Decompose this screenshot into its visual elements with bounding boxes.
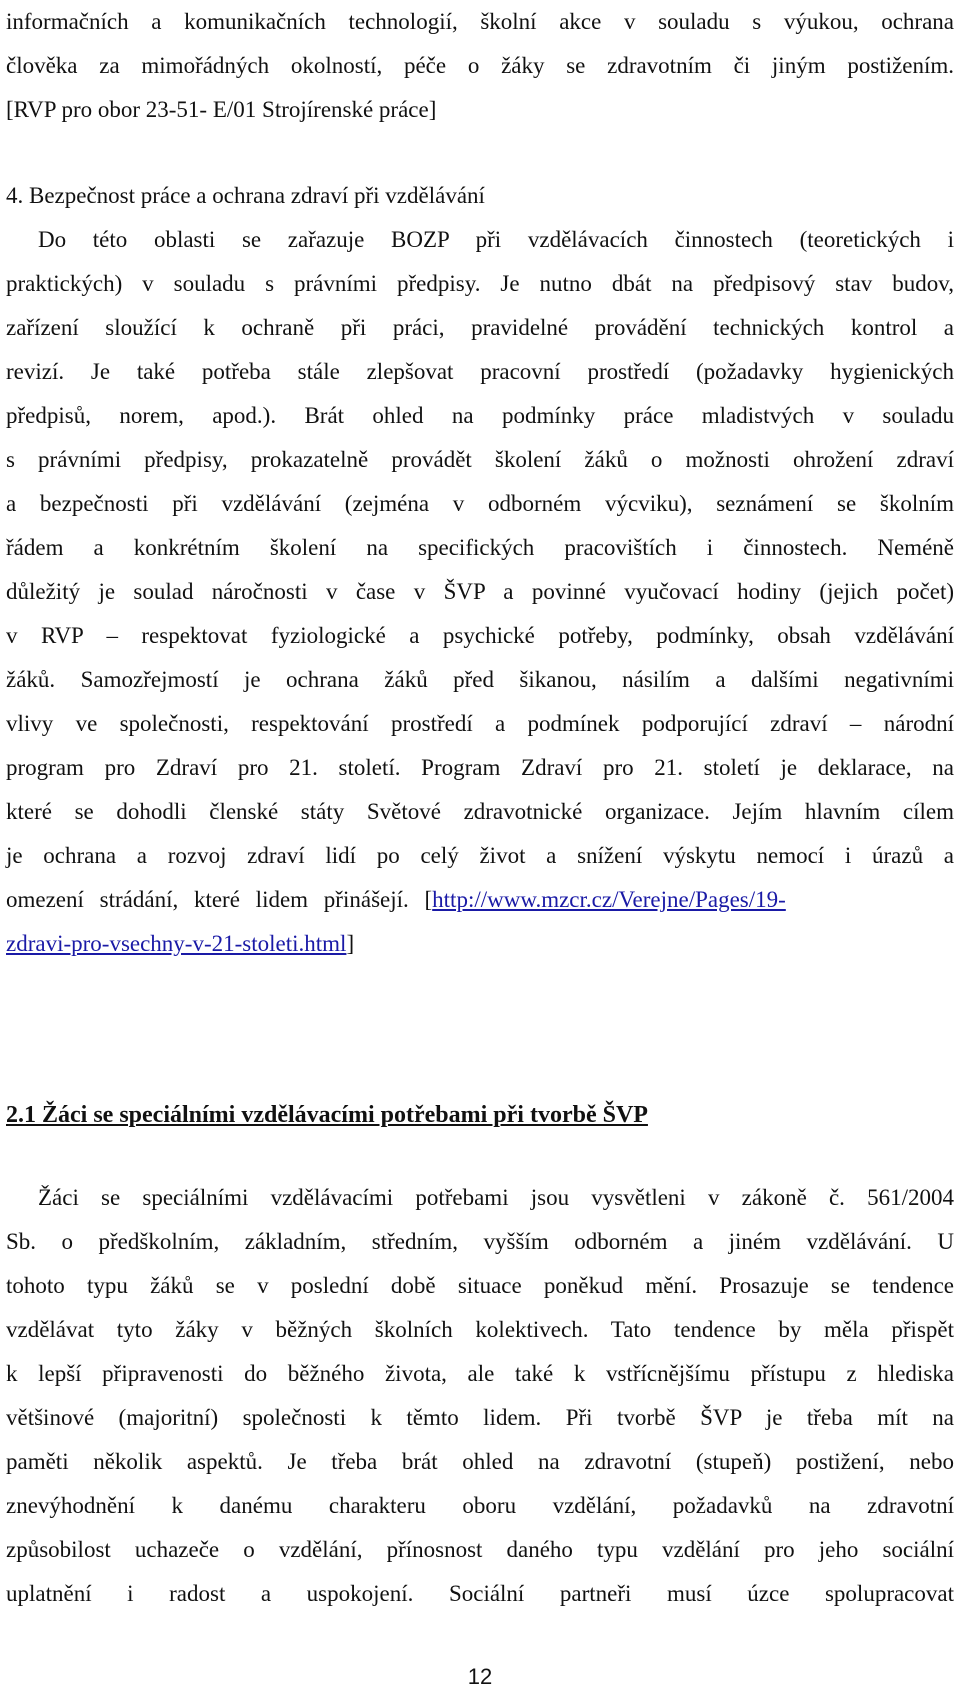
paragraph-line: důležitý je soulad náročnosti v čase v ŠVP a povinné vyučovací hodiny (jejich počet) bbox=[6, 579, 954, 604]
paragraph-line: Do této oblasti se zařazuje BOZP při vzdělávacích činnostech (teoretických i bbox=[38, 227, 954, 252]
paragraph-line: revizí. Je také potřeba stále zlepšovat pracovní prostředí (požadavky hygienických bbox=[6, 359, 954, 384]
paragraph-line: Žáci se speciálními vzdělávacími potřebami jsou vysvětleni v zákoně č. 561/2004 bbox=[38, 1185, 954, 1210]
paragraph-line: vzdělávat tyto žáky v běžných školních kolektivech. Tato tendence by měla přispět bbox=[6, 1317, 954, 1342]
intro-line: člověka za mimořádných okolností, péče o žáky se zdravotním či jiným postižením. bbox=[6, 53, 954, 78]
bracket-close: ] bbox=[346, 931, 355, 956]
paragraph-line: řádem a konkrétním školení na specifických pracovištích i činnostech. Neméně bbox=[6, 535, 954, 560]
paragraph-line: uplatnění i radost a uspokojení. Sociální partneři musí úzce spolupracovat bbox=[6, 1581, 954, 1606]
paragraph-line: je ochrana a rozvoj zdraví lidí po celý život a snížení výskytu nemocí i úrazů a bbox=[6, 843, 954, 868]
paragraph-line: většinové (majoritní) společnosti k těmto lidem. Při tvorbě ŠVP je třeba mít na bbox=[6, 1405, 954, 1430]
source-link[interactable]: http://www.mzcr.cz/Verejne/Pages/19- bbox=[432, 887, 786, 912]
paragraph-line: a bezpečnosti při vzdělávání (zejména v odborném výcviku), seznámení se školním bbox=[6, 491, 954, 516]
paragraph-line: k lepší připravenosti do běžného života, ale také k vstřícnějšímu přístupu z hlediska bbox=[6, 1361, 954, 1386]
paragraph-line-with-link bbox=[6, 885, 954, 915]
paragraph-line-with-link bbox=[6, 929, 954, 959]
paragraph-line: program pro Zdraví pro 21. století. Program Zdraví pro 21. století je deklarace, na bbox=[6, 755, 954, 780]
paragraph-line: znevýhodnění k danému charakteru oboru vzdělání, požadavků na zdravotní bbox=[6, 1493, 954, 1518]
paragraph-line: které se dohodli členské státy Světové zdravotnické organizace. Jejím hlavním cílem bbox=[6, 799, 954, 824]
paragraph-line: zařízení sloužící k ochraně při práci, pravidelné provádění technických kontrol a bbox=[6, 315, 954, 340]
paragraph-line: praktických) v souladu s právními předpisy. Je nutno dbát na předpisový stav budov, bbox=[6, 271, 954, 296]
paragraph-line: způsobilost uchazeče o vzdělání, přínosnost daného typu vzdělání pro jeho sociální bbox=[6, 1537, 954, 1562]
paragraph-line: Sb. o předškolním, základním, středním, vyšším odborném a jiném vzdělávání. U bbox=[6, 1229, 954, 1254]
paragraph-line: paměti několik aspektů. Je třeba brát ohled na zdravotní (stupeň) postižení, nebo bbox=[6, 1449, 954, 1474]
paragraph-line: s právními předpisy, prokazatelně provádět školení žáků o možnosti ohrožení zdraví bbox=[6, 447, 954, 472]
intro-line: informačních a komunikačních technologií, školní akce v souladu s výukou, ochrana bbox=[6, 9, 954, 34]
intro-line: [RVP pro obor 23-51- E/01 Strojírenské práce] bbox=[6, 97, 437, 122]
section-heading: 2.1 Žáci se speciálními vzdělávacími potřebami při tvorbě ŠVP bbox=[6, 1102, 648, 1128]
paragraph-line: předpisů, norem, apod.). Brát ohled na podmínky práce mladistvých v souladu bbox=[6, 403, 954, 428]
source-link-continued[interactable]: zdravi-pro-vsechny-v-21-stoleti.html bbox=[6, 931, 347, 956]
section-4-title: 4. Bezpečnost práce a ochrana zdraví při vzdělávání bbox=[6, 183, 485, 208]
paragraph-line: žáků. Samozřejmostí je ochrana žáků před šikanou, násilím a dalšími negativními bbox=[6, 667, 954, 692]
paragraph-line: tohoto typu žáků se v poslední době situace poněkud mění. Prosazuje se tendence bbox=[6, 1273, 954, 1298]
paragraph-line: v RVP – respektovat fyziologické a psychické potřeby, podmínky, obsah vzdělávání bbox=[6, 623, 954, 648]
paragraph-line: vlivy ve společnosti, respektování prostředí a podmínek podporující zdraví – národní bbox=[6, 711, 954, 736]
paragraph-text: omezení strádání, které lidem přinášejí. [ bbox=[6, 887, 433, 912]
page-number: 12 bbox=[467, 1664, 493, 1689]
